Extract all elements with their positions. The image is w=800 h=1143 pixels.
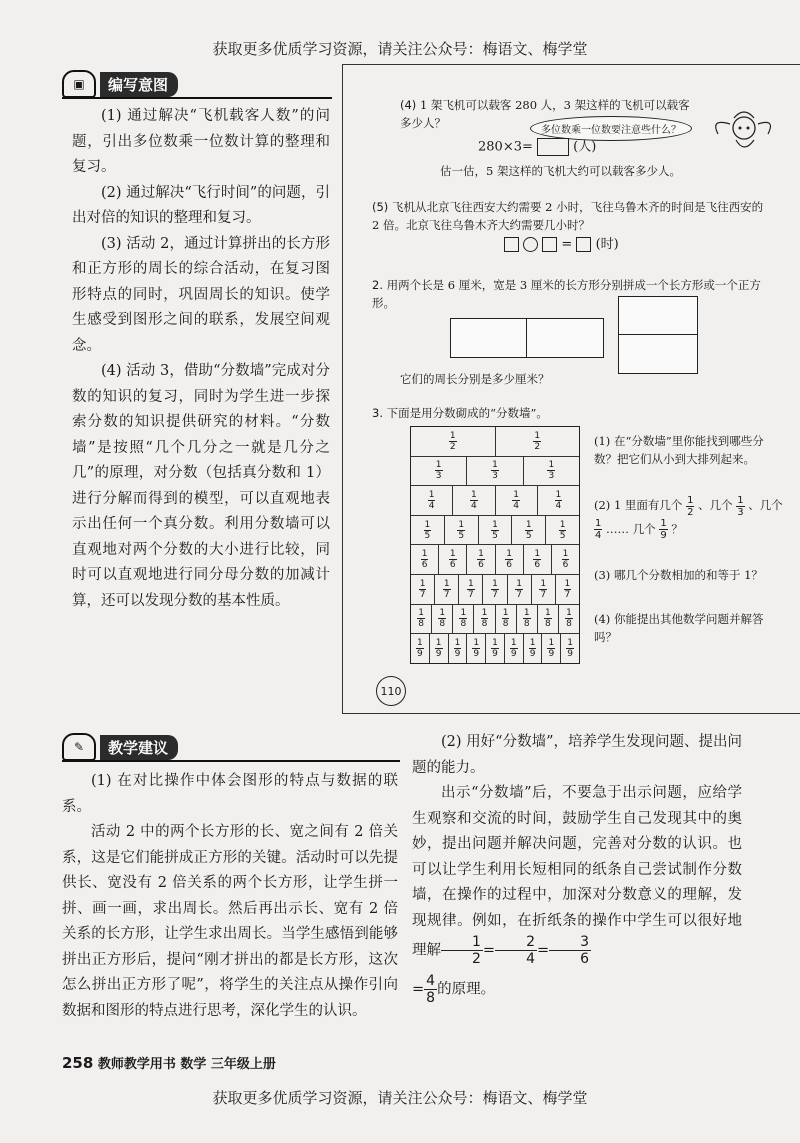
wall-cell	[538, 605, 559, 634]
suggest-l2: 活动 2 中的两个长方形的长、宽之间有 2 倍关系，这是它们能拼成正方形的关键。活动时可以先提供长、宽没有 2 倍关系的两个长方形，让学生拼一拼、画一画，求出周长。然后再出示长、宽有 2 倍关系的长方形，让学生求出周长。当学生感悟到能够拼出正方形后，提问“刚才拼出的都是长方形，这次怎么拼出正方形了呢”，将学生的关注点从操作引向数据和图形的特点进行思考，深化学生的认识。	[62, 824, 398, 1019]
intent-title: 编写意图	[100, 72, 178, 97]
wall-cell	[411, 634, 430, 663]
wall-cell	[486, 634, 505, 663]
suggest-title: 教学建议	[100, 735, 178, 760]
q5-eq-sign: =	[561, 237, 573, 252]
wall-fraction: $\frac{1}{9}$	[473, 637, 480, 659]
intent-p2: (2) 通过解决“飞行时间”的问题，引出对倍的知识的整理和复习。	[72, 184, 330, 226]
wall-fraction: $\frac{1}{6}$	[562, 549, 569, 571]
side-q2-b: 、几个	[698, 498, 733, 512]
q5-box-2	[542, 237, 557, 252]
wall-fraction: $\frac{1}{5}$	[492, 519, 498, 541]
wall-fraction: $\frac{1}{7}$	[492, 578, 498, 600]
wall-cell	[496, 545, 524, 574]
watermark-bottom: 获取更多优质学习资源，请关注公众号：梅语文、梅学堂	[212, 1089, 588, 1107]
footer-book: 教师教学用书 数学 三年级上册	[97, 1057, 276, 1072]
intent-rule	[62, 97, 332, 99]
wall-fraction: $\frac{1}{8}$	[418, 608, 424, 630]
eq-sign-1: =	[482, 942, 496, 959]
wall-fraction: $\frac{1}{4}$	[428, 489, 435, 511]
suggest-r3	[412, 973, 742, 1006]
wall-cell	[532, 575, 556, 604]
wall-row	[411, 486, 579, 516]
wall-row	[411, 457, 579, 487]
wall-cell	[561, 634, 579, 663]
wall-cell	[505, 634, 524, 663]
wall-cell	[411, 575, 435, 604]
wall-cell	[411, 605, 432, 634]
suggest-r2	[412, 781, 742, 967]
eq-sign-3: =	[412, 981, 425, 998]
frac-1-2: $\frac{1}{2}$	[441, 934, 483, 967]
wall-fraction: $\frac{1}{9}$	[529, 637, 536, 659]
wall-cell	[453, 605, 474, 634]
wall-fraction: $\frac{1}{3}$	[548, 460, 555, 482]
side-frac-half: $\frac{1}{2}$	[687, 494, 694, 518]
wall-cell	[411, 516, 445, 545]
wall-fraction: $\frac{1}{7}$	[516, 578, 522, 600]
suggest-r3-post: 的原理。	[437, 981, 496, 998]
wall-cell	[517, 605, 538, 634]
fraction-wall	[410, 426, 580, 664]
side-q2	[594, 494, 790, 541]
wall-fraction: $\frac{1}{6}$	[506, 549, 512, 571]
watermark-top: 获取更多优质学习资源，请关注公众号：梅语文、梅学堂	[212, 40, 588, 58]
wall-cell	[483, 575, 507, 604]
side-q2-f: ？	[671, 521, 683, 536]
wall-fraction: $\frac{1}{9}$	[510, 637, 517, 659]
wall-fraction: $\frac{1}{3}$	[492, 460, 498, 482]
wall-cell	[556, 575, 579, 604]
side-frac-third: $\frac{1}{3}$	[737, 494, 744, 518]
wall-fraction: $\frac{1}{7}$	[419, 578, 426, 600]
wall-fraction: $\frac{1}{5}$	[424, 519, 431, 541]
side-q2-c: 、几个	[748, 498, 783, 512]
wall-fraction: $\frac{1}{9}$	[492, 637, 498, 659]
suggest-rule	[62, 760, 400, 762]
q5-equation	[504, 236, 619, 254]
frac-2-4: $\frac{2}{4}$	[495, 934, 537, 967]
wall-cell	[435, 575, 459, 604]
wall-cell	[538, 486, 579, 515]
eq-sign-2: =	[537, 942, 550, 959]
wall-fraction: $\frac{1}{4}$	[513, 489, 519, 511]
a3-text: 下面是用分数砌成的“分数墙”。	[386, 406, 548, 420]
wall-fraction: $\frac{1}{8}$	[439, 608, 446, 630]
wall-cell	[449, 634, 468, 663]
wall-cell	[411, 486, 453, 515]
wall-fraction: $\frac{1}{8}$	[502, 608, 509, 630]
intent-header	[62, 70, 178, 98]
wall-fraction: $\frac{1}{8}$	[566, 608, 572, 630]
a2-text: 用两个长是 6 厘米，宽是 3 厘米的长方形分别拼成一个长方形或一个正方形。	[372, 278, 761, 310]
wall-cell	[411, 457, 467, 486]
wall-cell	[512, 516, 546, 545]
wall-cell	[467, 634, 486, 663]
frac-4-8: $\frac{4}{8}$	[426, 973, 436, 1006]
a2-number: 2.	[372, 278, 383, 292]
activity-3	[372, 404, 672, 422]
q5-text: 飞机从北京飞往西安大约需要 2 小时，飞往乌鲁木齐的时间是飞往西安的 2 倍。北京飞往乌鲁木齐大约需要几小时？	[372, 200, 764, 232]
wall-fraction: $\frac{1}{8}$	[523, 608, 530, 630]
wall-cell	[467, 457, 523, 486]
wall-fraction: $\frac{1}{4}$	[555, 489, 562, 511]
wall-row	[411, 545, 579, 575]
book-icon: ▣	[62, 70, 96, 98]
wall-fraction: $\frac{1}{5}$	[559, 519, 566, 541]
wall-cell	[496, 427, 580, 456]
square-bottom-half	[618, 334, 698, 374]
side-frac-quarter: $\frac{1}{4}$	[595, 518, 602, 541]
side-q3: (3) 哪几个分数相加的和等于 1？	[594, 568, 763, 582]
wall-cell	[411, 427, 496, 456]
activity-2	[372, 276, 772, 312]
textbook-page-number: 110	[376, 676, 406, 706]
intent-body	[72, 104, 330, 614]
suggest-header	[62, 733, 178, 761]
wall-cell	[474, 605, 495, 634]
suggest-left	[62, 769, 398, 1024]
wall-fraction: $\frac{1}{6}$	[534, 549, 541, 571]
wall-fraction: $\frac{1}{9}$	[454, 637, 461, 659]
suggest-r1: (2) 用好“分数墙”，培养学生发现问题、提出问题的能力。	[412, 734, 742, 776]
side-q4: (4) 你能提出其他数学问题并解答吗？	[594, 612, 764, 644]
wall-cell	[559, 605, 579, 634]
wall-cell	[546, 516, 579, 545]
wall-cell	[552, 545, 579, 574]
wall-row	[411, 575, 579, 605]
intent-p3: (3) 活动 2，通过计算拼出的长方形和正方形的周长的综合活动，在复习图形特点的同时，巩固周长的知识。使学生感受到图形之间的联系，发展空间观念。	[72, 235, 330, 354]
rect-left-a	[450, 318, 528, 358]
q5-eq-unit: (时)	[595, 237, 619, 252]
frac-3-6: $\frac{3}{6}$	[549, 934, 591, 967]
wall-fraction: $\frac{1}{6}$	[421, 549, 428, 571]
wall-cell	[445, 516, 479, 545]
wall-fraction: $\frac{1}{7}$	[467, 578, 474, 600]
wall-row	[411, 516, 579, 546]
side-q2-e: 几个	[632, 521, 656, 536]
wall-cell	[496, 605, 517, 634]
wall-fraction: $\frac{1}{6}$	[478, 549, 484, 571]
q4-number: (4)	[400, 98, 417, 112]
wall-fraction: $\frac{1}{2}$	[449, 430, 456, 452]
suggest-right	[412, 730, 742, 1006]
side-q2-a: (2) 1 里面有几个	[594, 498, 683, 512]
q4-eq-left: 280×3=	[478, 139, 533, 155]
wall-fraction: $\frac{1}{8}$	[481, 608, 488, 630]
q4-estimate: 估一估，5 架这样的飞机大约可以载客多少人。	[440, 164, 681, 178]
footer-page: 258	[62, 1054, 94, 1072]
footer	[62, 1053, 276, 1072]
intent-p1: (1) 通过解决“飞机载客人数”的问题，引出多位数乘一位数计算的整理和复习。	[72, 108, 330, 175]
side-q1: (1) 在“分数墙”里你能找到哪些分数？把它们从小到大排列起来。	[594, 434, 764, 466]
wall-cell	[524, 634, 543, 663]
wall-cell	[479, 516, 513, 545]
q5-number: (5)	[372, 200, 389, 214]
wall-fraction: $\frac{1}{7}$	[564, 578, 571, 600]
side-q2-d: ……	[606, 521, 630, 536]
wall-fraction: $\frac{1}{3}$	[435, 460, 442, 482]
wall-cell	[439, 545, 467, 574]
a2-question: 它们的周长分别是多少厘米？	[400, 372, 550, 386]
wall-cell	[432, 605, 453, 634]
wall-cell	[508, 575, 532, 604]
wall-cell	[524, 545, 552, 574]
q4-answer-box	[537, 138, 569, 156]
wall-fraction: $\frac{1}{4}$	[471, 489, 477, 511]
wall-fraction: $\frac{1}{8}$	[460, 608, 467, 630]
wall-fraction: $\frac{1}{5}$	[458, 519, 465, 541]
wall-cell	[430, 634, 449, 663]
q5-box-3	[576, 237, 591, 252]
wall-fraction: $\frac{1}{9}$	[567, 637, 573, 659]
wall-cell	[459, 575, 483, 604]
q5-box-1	[504, 237, 519, 252]
wall-fraction: $\frac{1}{9}$	[435, 637, 442, 659]
wall-fraction: $\frac{1}{6}$	[449, 549, 456, 571]
wall-fraction: $\frac{1}{7}$	[540, 578, 547, 600]
wall-cell	[524, 457, 579, 486]
wall-cell	[453, 486, 495, 515]
wall-fraction: $\frac{1}{2}$	[534, 430, 541, 452]
wall-row	[411, 427, 579, 457]
wall-row	[411, 634, 579, 663]
suggest-l1: (1) 在对比操作中体会图形的特点与数据的联系。	[62, 773, 398, 815]
rect-left-b	[526, 318, 604, 358]
wall-fraction: $\frac{1}{9}$	[548, 637, 555, 659]
wall-fraction: $\frac{1}{5}$	[525, 519, 532, 541]
a3-number: 3.	[372, 406, 383, 420]
wall-fraction: $\frac{1}{9}$	[417, 637, 423, 659]
q4-eq-unit: (人)	[573, 139, 597, 155]
wall-cell	[467, 545, 495, 574]
intent-p4: (4) 活动 3，借助“分数墙”完成对分数的知识的复习，同时为学生进一步探索分数的知识提供研究的材料。“分数墙”是按照“几个几分之一就是几分之几”的原理，对分数（包括真分数和 1）进行分解而得到的模型，可以直观地表示出任何一个真分数。利用分数墙可以直观地对两个分数的大小进行比较，同时可以直观地进行同分母分数的加减计算，还可以发现分数的基本性质。	[72, 363, 330, 609]
suggest-r2-text: 出示“分数墙”后，不要急于出示问题，应给学生观察和交流的时间，鼓励学生自己发现其中的奥妙，提出问题并解决问题，完善对分数的认识。也可以让学生利用长短相同的纸条自己尝试制作分数墙，在操作的过程中，加深对分数意义的理解，发现规律。例如，在折纸条的操作中学生可以很好地理解	[412, 785, 742, 959]
side-frac-ninth: $\frac{1}{9}$	[660, 518, 667, 541]
thought-bubble: 多位数乘一位数要注意些什么？	[530, 116, 692, 141]
q5-circle	[523, 237, 538, 252]
fairy-icon	[708, 104, 778, 160]
wall-cell	[496, 486, 538, 515]
wall-cell	[411, 545, 439, 574]
q4-text: 1 架飞机可以载客 280 人，3 架这样的飞机可以载客多少人？	[400, 98, 690, 130]
wall-cell	[542, 634, 561, 663]
q5	[372, 198, 772, 234]
q4-equation	[478, 138, 596, 157]
pen-icon: ✎	[62, 733, 96, 761]
square-top-half	[618, 296, 698, 336]
wall-row	[411, 605, 579, 635]
wall-fraction: $\frac{1}{7}$	[443, 578, 450, 600]
wall-fraction: $\frac{1}{8}$	[544, 608, 551, 630]
